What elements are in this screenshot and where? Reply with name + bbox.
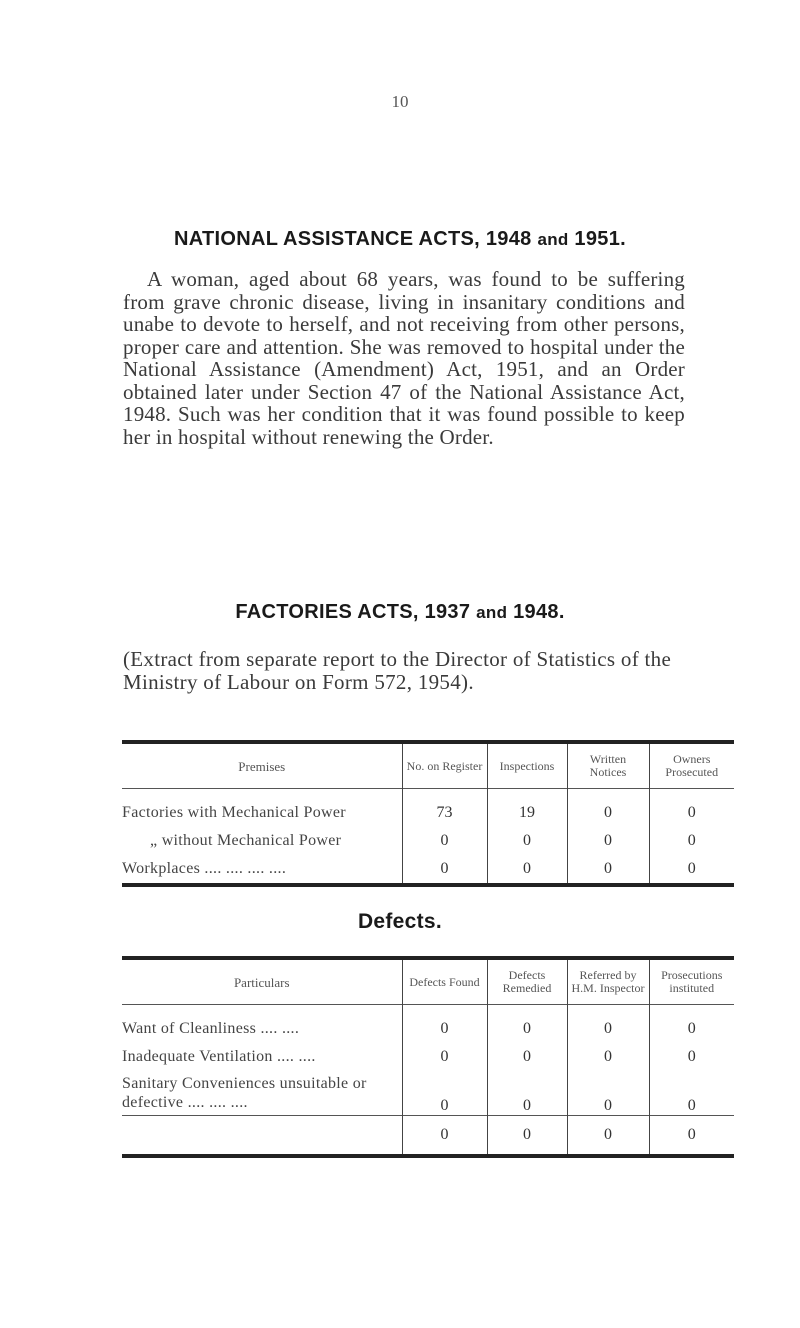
table-cell: 0: [402, 855, 487, 885]
table-cell: 0: [567, 855, 649, 885]
table-cell: 0: [649, 789, 734, 828]
heading-and: and: [476, 603, 508, 622]
table-cell: 0: [487, 1071, 567, 1116]
heading-year: 1948.: [513, 601, 565, 623]
table-cell: 0: [567, 1071, 649, 1116]
column-header: Written Notices: [567, 742, 649, 789]
table-row: [122, 789, 734, 828]
table-row: [122, 1071, 734, 1116]
table-cell: 73: [402, 789, 487, 828]
defects-table: [122, 956, 734, 1158]
heading-year: 1951.: [574, 228, 626, 250]
totals-row: [122, 1116, 734, 1157]
table-cell: 0: [649, 827, 734, 855]
table-cell: 0: [402, 1071, 487, 1116]
table-cell: 0: [649, 1116, 734, 1157]
row-label: Sanitary Conveniences unsuitable or defective .... .... ....: [122, 1075, 367, 1111]
row-label: Workplaces .... .... .... ....: [122, 860, 287, 877]
column-header: Owners Prosecuted: [649, 742, 734, 789]
table-row: [122, 1043, 734, 1071]
table-cell: 0: [402, 1043, 487, 1071]
table-cell: 0: [487, 827, 567, 855]
table-cell: 0: [649, 855, 734, 885]
table-cell: 0: [487, 1116, 567, 1157]
heading-and: and: [537, 230, 569, 249]
column-header: Defects Found: [402, 958, 487, 1005]
row-label: Inadequate Ventilation .... ....: [122, 1048, 316, 1065]
row-label: Factories with Mechanical Power: [122, 804, 346, 821]
row-label: Want of Cleanliness .... ....: [122, 1020, 300, 1037]
premises-table: [122, 740, 734, 887]
factories-subtitle: (Extract from separate report to the Director of Statistics of the Ministry of Labour on Form 572, 1954).: [123, 647, 672, 694]
table-cell: 0: [487, 1043, 567, 1071]
table-cell: 19: [487, 789, 567, 828]
national-assistance-heading: [0, 228, 800, 251]
table-cell: 0: [649, 1005, 734, 1044]
table-cell: 0: [649, 1043, 734, 1071]
column-header: Prosecutions instituted: [649, 958, 734, 1005]
page-number: 10: [391, 92, 409, 111]
defects-heading: Defects.: [357, 910, 443, 933]
heading-main: FACTORIES ACTS, 1937: [235, 601, 471, 623]
table-row: [122, 1005, 734, 1044]
column-header: Inspections: [487, 742, 567, 789]
column-header: Particulars: [233, 974, 290, 990]
table-row: [122, 827, 734, 855]
table-row: [122, 855, 734, 885]
totals-label: [122, 1116, 402, 1157]
table-cell: 0: [402, 1116, 487, 1157]
table-cell: 0: [402, 1005, 487, 1044]
table-cell: 0: [567, 1005, 649, 1044]
table-cell: 0: [567, 1043, 649, 1071]
column-header: No. on Register: [402, 742, 487, 789]
table-cell: 0: [487, 1005, 567, 1044]
table-header-row: [122, 958, 734, 1005]
row-label: „ without Mechanical Power: [150, 832, 342, 849]
national-assistance-paragraph: A woman, aged about 68 years, was found to be suffering from grave chronic disease, living in insanitary conditions and unabe to devote to herself, and not receiving from other persons, proper care and attention. She was removed to hospital under the National Assistance (Amendment) Act, 1951, and an Order obtained later under Section 47 of the National Assistance Act, 1948. Such was her condition that it was found possible to keep her in hospital without renewing the Order.: [123, 267, 685, 449]
column-header: Defects Remedied: [487, 958, 567, 1005]
table-cell: 0: [402, 827, 487, 855]
table-header-row: [122, 742, 734, 789]
column-header: Referred by H.M. Inspector: [567, 958, 649, 1005]
table-cell: 0: [567, 1116, 649, 1157]
column-header: Premises: [238, 758, 286, 774]
table-cell: 0: [487, 855, 567, 885]
heading-main: NATIONAL ASSISTANCE ACTS, 1948: [174, 228, 532, 250]
factories-heading: [0, 601, 800, 624]
table-cell: 0: [649, 1071, 734, 1116]
table-cell: 0: [567, 827, 649, 855]
table-cell: 0: [567, 789, 649, 828]
